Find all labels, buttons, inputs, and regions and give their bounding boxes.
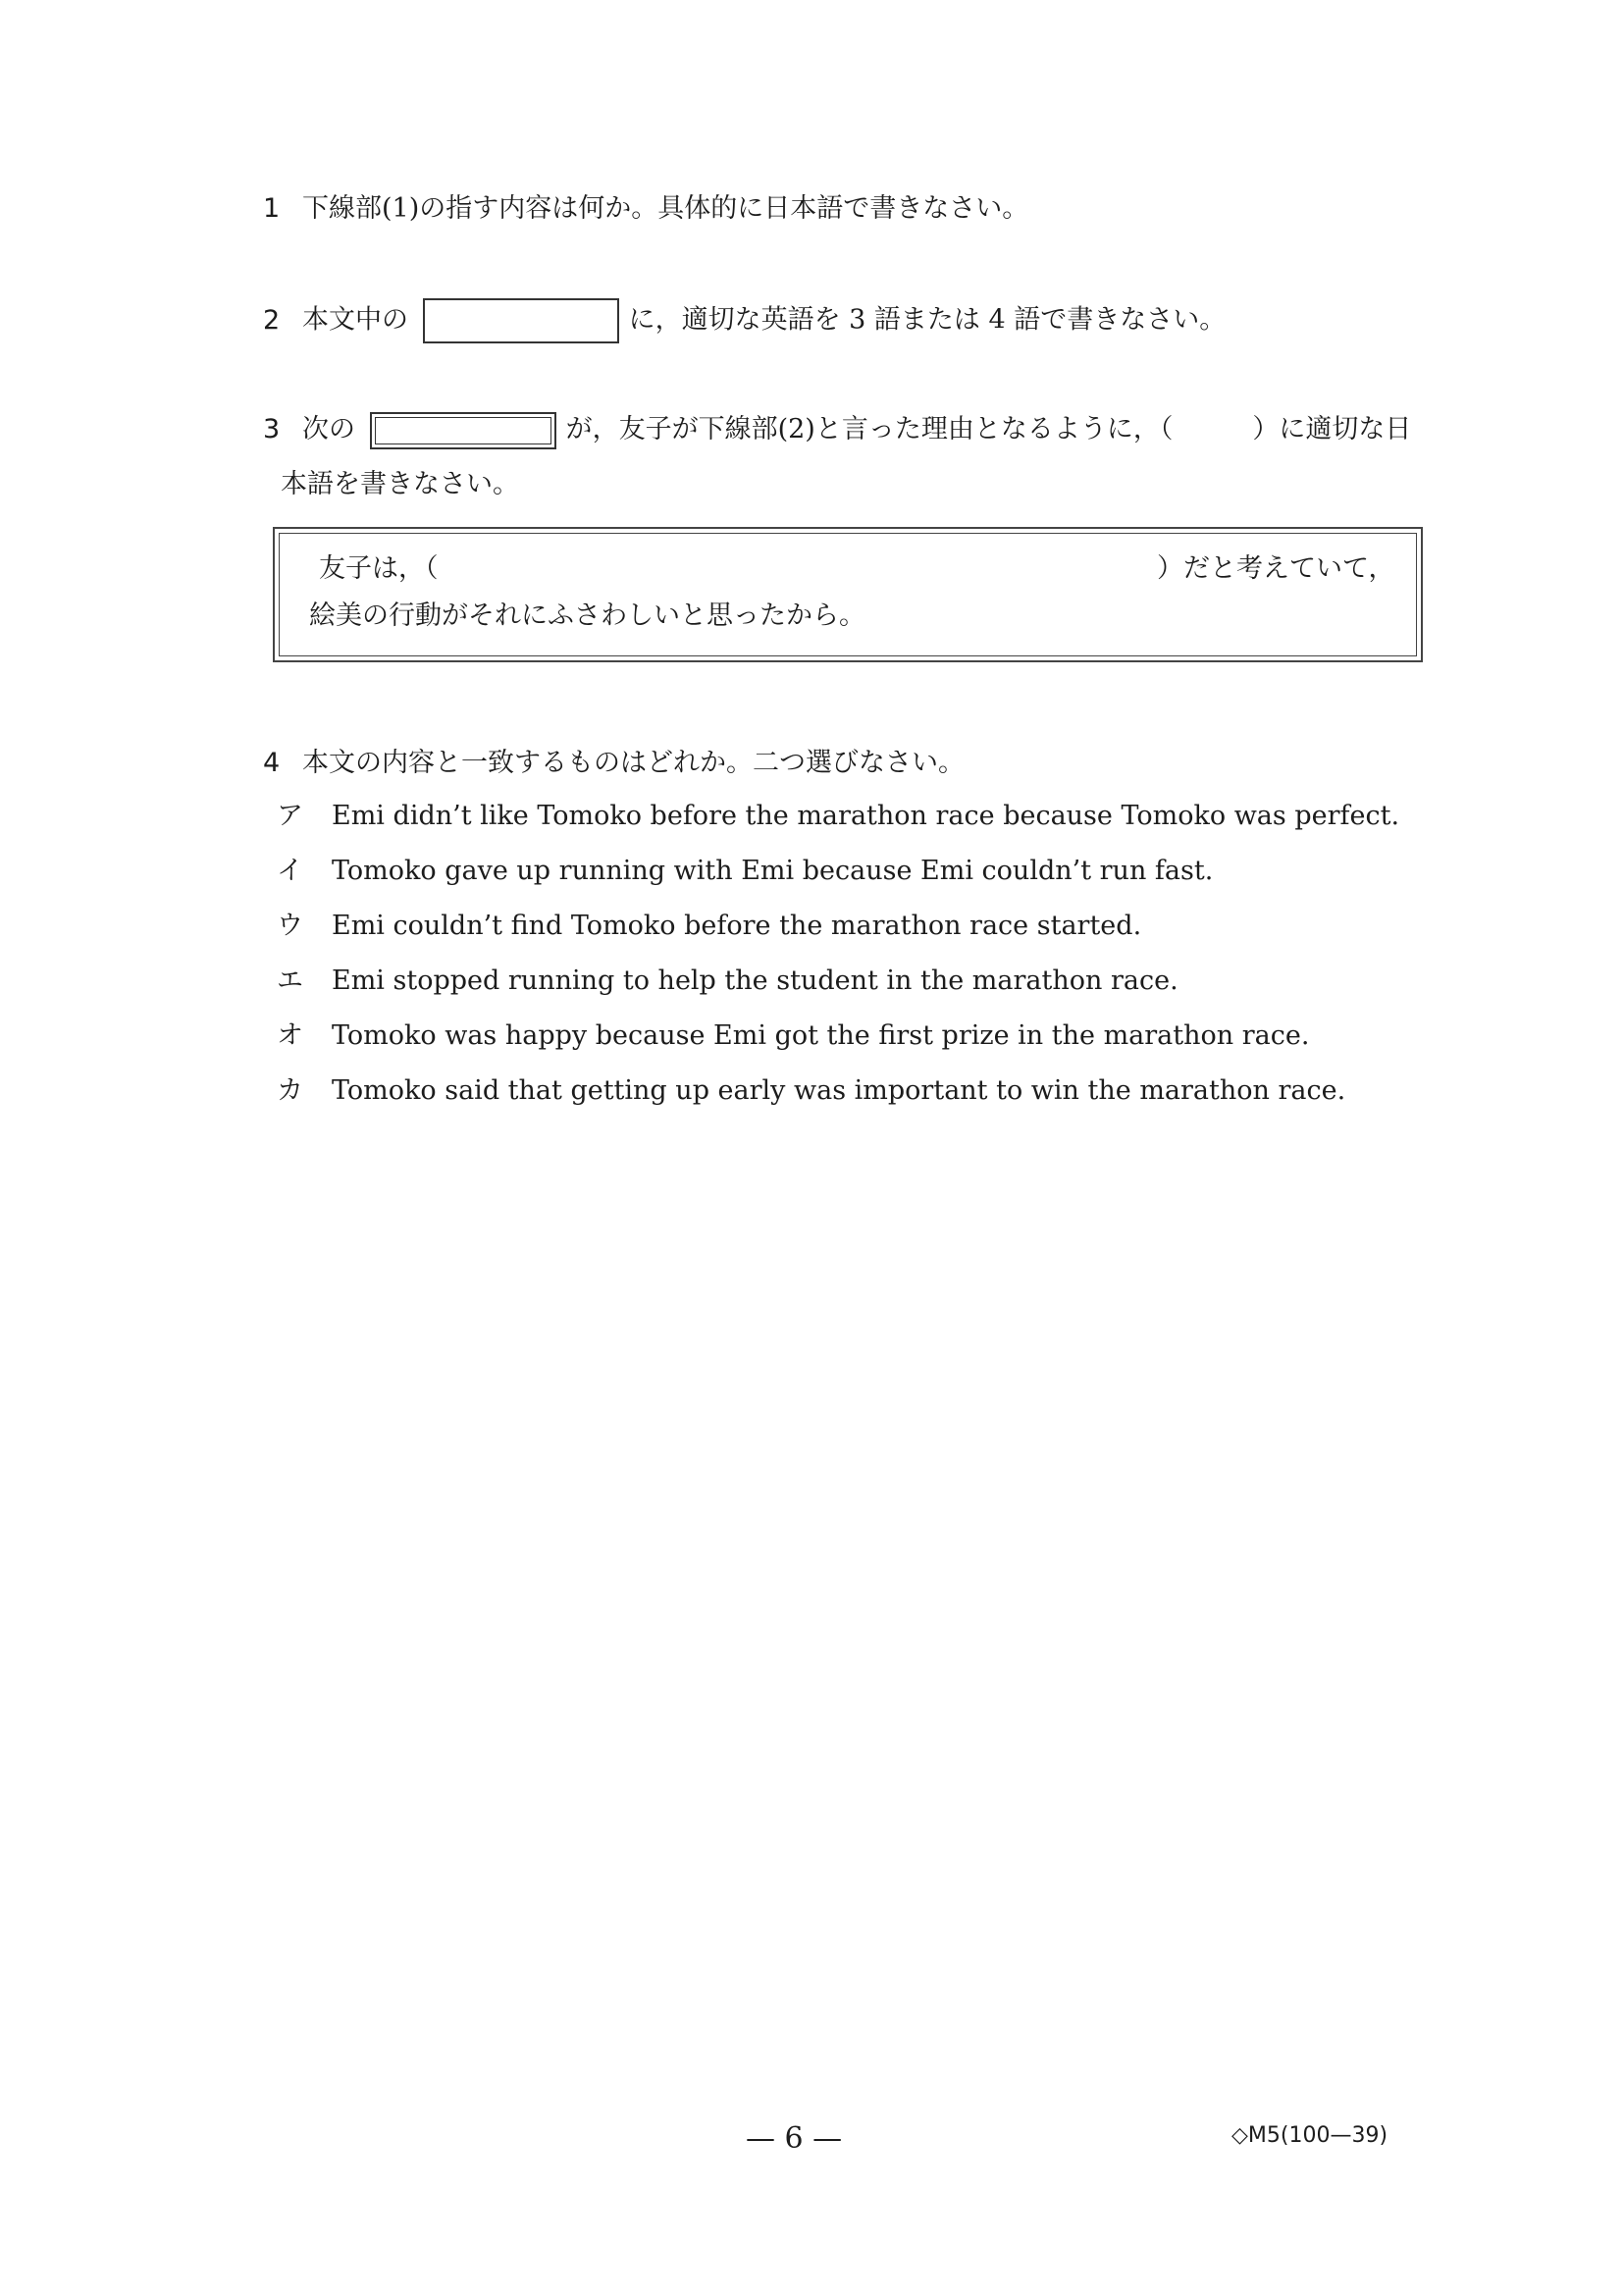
frame-line1-start: 友子は，（	[319, 553, 439, 584]
choice-text: Tomoko was happy because Emi got the first prize in the marathon race.	[332, 1020, 1310, 1051]
page-number: — 6 —	[746, 2121, 843, 2156]
frame-line1	[319, 549, 1395, 589]
choice-text: Emi stopped running to help the student in the marathon race.	[332, 965, 1178, 996]
choice-mark: ア	[277, 801, 303, 831]
choice-mark: カ	[277, 1075, 303, 1106]
choice-mark: オ	[277, 1020, 303, 1051]
framed-box-reference	[370, 412, 556, 449]
choice-item	[277, 907, 1141, 946]
choice-mark: エ	[277, 965, 303, 996]
question-text-line2: 本語を書きなさい。	[281, 469, 519, 499]
choice-item	[277, 852, 1213, 891]
question-1	[263, 189, 1028, 229]
choice-text: Emi didn’t like Tomoko before the marathon race because Tomoko was perfect.	[332, 801, 1400, 831]
question-text-after: が，友子が下線部(2)と言った理由となるように，（ ）に適切な日	[565, 414, 1412, 444]
choice-text: Tomoko said that getting up early was important to win the marathon race.	[332, 1075, 1346, 1106]
question-3-line2	[281, 465, 519, 504]
question-number: 4	[263, 748, 281, 778]
question-number: 1	[263, 193, 281, 224]
choice-item	[277, 962, 1178, 1001]
frame-line2: 絵美の行動がそれにふさわしいと思ったから。	[309, 600, 865, 631]
question-text-after: に，適切な英語を 3 語または 4 語で書きなさい。	[628, 304, 1227, 336]
question-3	[263, 410, 1411, 449]
choice-item	[277, 797, 1399, 836]
question-text-before: 本文中の	[302, 304, 408, 336]
question-text: 本文の内容と一致するものはどれか。二つ選びなさい。	[302, 748, 965, 778]
answer-blank-box	[423, 298, 619, 343]
question-2	[263, 298, 1226, 343]
choice-item	[277, 1017, 1309, 1056]
choice-text: Emi couldn’t find Tomoko before the marathon race started.	[332, 911, 1142, 941]
choice-text: Tomoko gave up running with Emi because Emi couldn’t run fast.	[332, 856, 1214, 886]
answer-frame	[273, 527, 1423, 662]
question-text: 下線部(1)の指す内容は何か。具体的に日本語で書きなさい。	[302, 193, 1029, 224]
question-number: 2	[263, 304, 281, 336]
frame-line1-end: ）だと考えていて，	[1157, 553, 1395, 584]
question-number: 3	[263, 414, 281, 444]
choice-mark: ウ	[277, 911, 303, 941]
document-code: ◇M5(100—39)	[1231, 2123, 1388, 2148]
choice-mark: イ	[277, 856, 303, 886]
question-4	[263, 744, 965, 783]
choice-item	[277, 1071, 1345, 1111]
question-text-before: 次の	[302, 414, 355, 444]
